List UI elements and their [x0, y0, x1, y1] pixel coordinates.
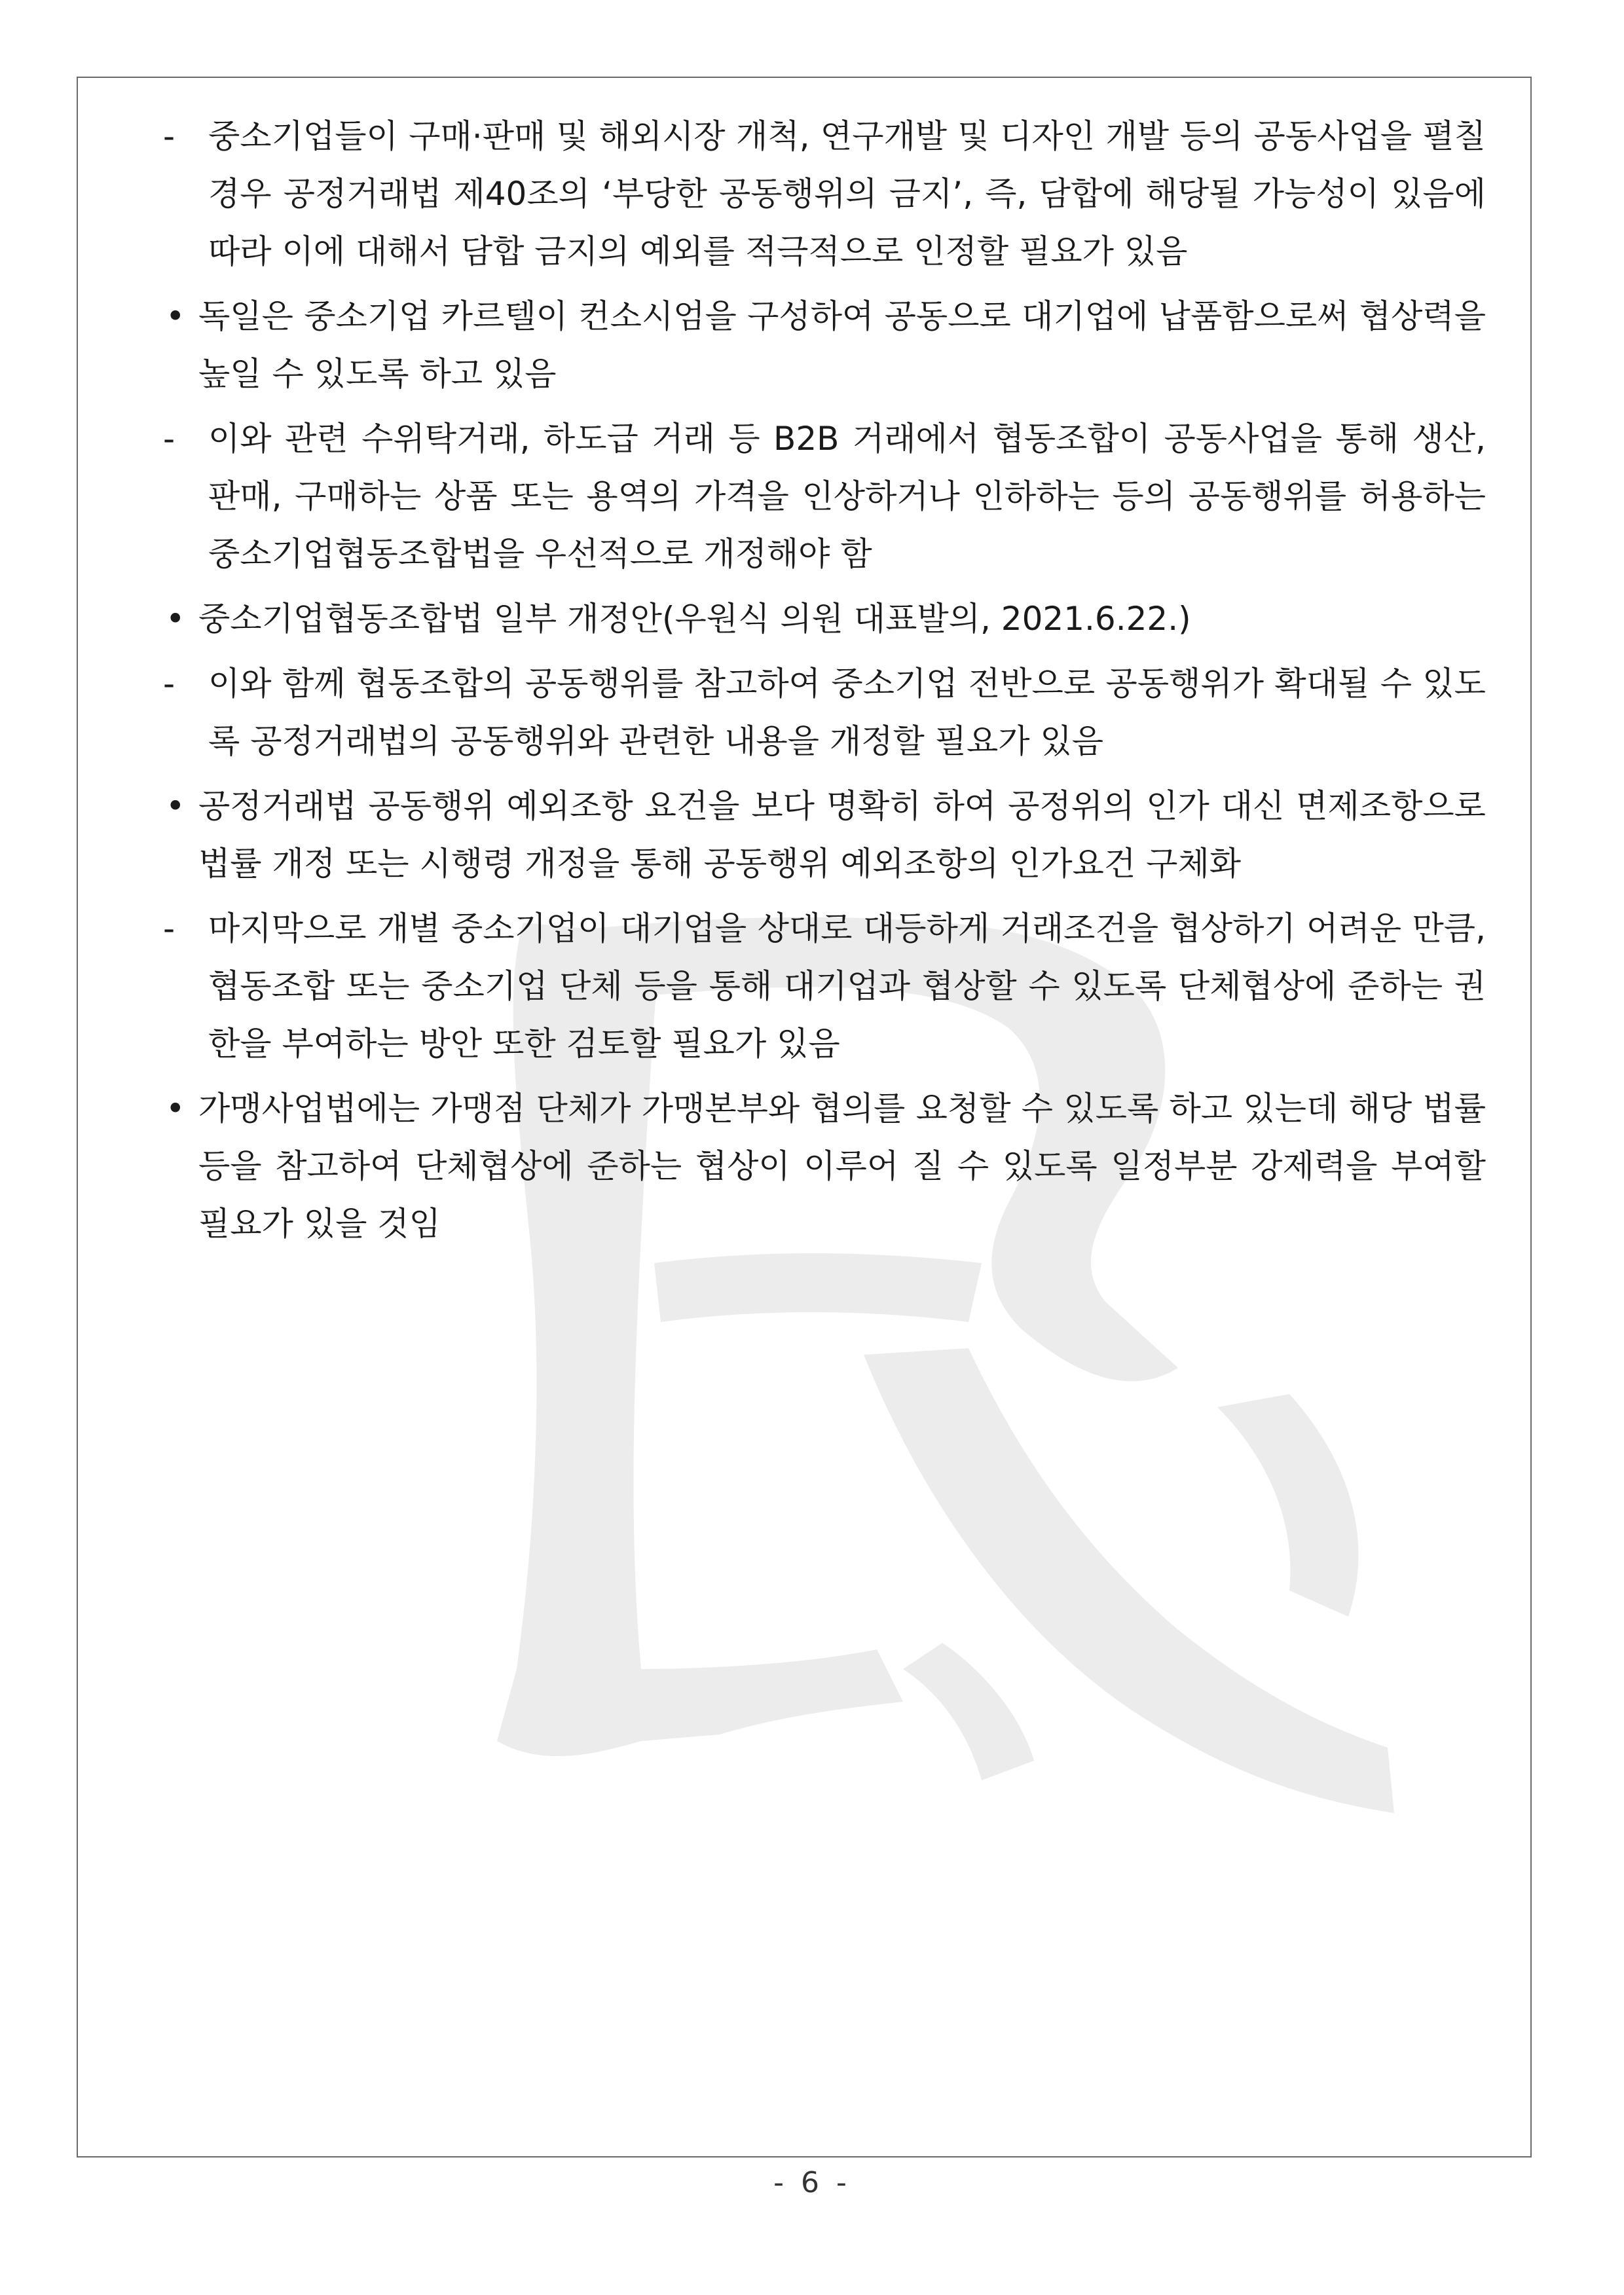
bullet-marker: •	[166, 600, 185, 638]
list-item	[163, 1080, 1486, 1253]
dash-marker: -	[163, 420, 175, 458]
list-item	[163, 410, 1486, 583]
list-item	[163, 590, 1486, 648]
item-text: 이와 관련 수위탁거래, 하도급 거래 등 B2B 거래에서 협동조합이 공동사업을 통해 생산, 판매, 구매하는 상품 또는 용역의 가격을 인상하거나 인하하는 등의 공동행위를 허용하는 중소기업협동조합법을 우선적으로 개정해야 함	[208, 420, 1486, 573]
list-item	[163, 777, 1486, 892]
list-item	[163, 287, 1486, 403]
content-body	[163, 107, 1486, 1260]
dash-marker: -	[163, 909, 175, 947]
item-text: 가맹사업법에는 가맹점 단체가 가맹본부와 협의를 요청할 수 있도록 하고 있는데 해당 법률 등을 참고하여 단체협상에 준하는 협상이 이루어 질 수 있도록 일정부분 강제력을 부여할 필요가 있을 것임	[198, 1090, 1486, 1243]
item-text: 중소기업들이 구매·판매 및 해외시장 개척, 연구개발 및 디자인 개발 등의 공동사업을 펼칠 경우 공정거래법 제40조의 ‘부당한 공동행위의 금지’, 즉, 담합에 해당될 가능성이 있음에 따라 이에 대해서 담합 금지의 예외를 적극적으로 인정할 필요가 있음	[208, 117, 1486, 270]
list-item	[163, 655, 1486, 770]
bullet-marker: •	[166, 297, 185, 335]
item-text: 독일은 중소기업 카르텔이 컨소시엄을 구성하여 공동으로 대기업에 납품함으로써 협상력을 높일 수 있도록 하고 있음	[198, 297, 1486, 393]
item-text: 공정거래법 공동행위 예외조항 요건을 보다 명확히 하여 공정위의 인가 대신 면제조항으로 법률 개정 또는 시행령 개정을 통해 공동행위 예외조항의 인가요건 구체화	[198, 787, 1486, 883]
dash-marker: -	[163, 665, 175, 703]
item-text: 중소기업협동조합법 일부 개정안(우원식 의원 대표발의, 2021.6.22.)	[198, 600, 1191, 638]
item-text: 마지막으로 개별 중소기업이 대기업을 상대로 대등하게 거래조건을 협상하기 어려운 만큼, 협동조합 또는 중소기업 단체 등을 통해 대기업과 협상할 수 있도록 단체협상에 준하는 권한을 부여하는 방안 또한 검토할 필요가 있음	[208, 909, 1486, 1063]
list-item	[163, 107, 1486, 280]
list-item	[163, 900, 1486, 1073]
dash-marker: -	[163, 117, 175, 155]
item-text: 이와 함께 협동조합의 공동행위를 참고하여 중소기업 전반으로 공동행위가 확대될 수 있도록 공정거래법의 공동행위와 관련한 내용을 개정할 필요가 있음	[208, 665, 1486, 760]
page-number: - 6 -	[773, 2166, 851, 2199]
page-frame	[77, 77, 1532, 2157]
bullet-marker: •	[166, 1090, 185, 1128]
bullet-marker: •	[166, 787, 185, 825]
